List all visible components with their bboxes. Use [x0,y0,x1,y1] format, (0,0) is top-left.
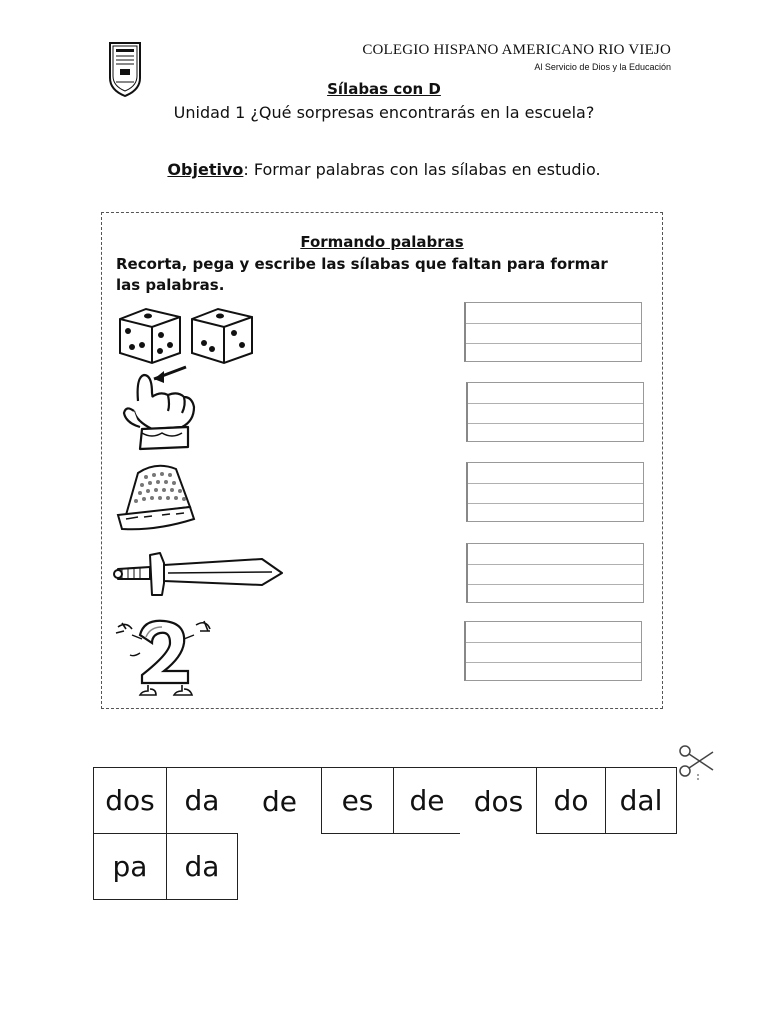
school-name: COLEGIO HISPANO AMERICANO RIO VIEJO [362,42,671,58]
syllable-card[interactable]: dal [605,767,677,834]
writing-line [466,343,641,344]
number-two-icon [112,617,216,697]
finger-icon [112,363,222,453]
writing-lines[interactable] [466,462,644,522]
writing-line [468,584,643,585]
syllable-card[interactable]: dos [460,767,537,834]
school-motto: Al Servicio de Dios y la Educación [534,62,671,72]
syllable-card[interactable]: de [393,767,461,834]
writing-lines[interactable] [464,302,642,362]
syllable-card[interactable]: do [536,767,606,834]
writing-lines[interactable] [466,543,644,603]
syllable-card[interactable]: de [237,767,322,834]
writing-line [466,662,641,663]
activity-title: Formando palabras [300,233,464,251]
syllable-card[interactable]: es [321,767,394,834]
writing-line [468,483,643,484]
writing-line [468,423,643,424]
syllable-card[interactable]: dos [93,767,167,834]
unit-subtitle: Unidad 1 ¿Qué sorpresas encontrarás en la escuela? [173,103,595,122]
worksheet-title: Sílabas con D [327,80,441,98]
objective-label: Objetivo [167,160,244,179]
scissors-icon [676,744,716,782]
objective-line [0,160,768,179]
dice-icon [112,305,262,365]
writing-line [466,642,641,643]
writing-line [468,403,643,404]
activity-box [101,212,663,709]
writing-lines[interactable] [464,621,642,681]
objective-text: : Formar palabras con las sílabas en estudio. [243,160,601,179]
syllable-card[interactable]: pa [93,833,167,900]
writing-line [468,503,643,504]
syllable-card[interactable]: da [166,767,238,834]
activity-instructions: Recorta, pega y escribe las sílabas que faltan para formar las palabras. [116,255,608,294]
writing-line [468,564,643,565]
thimble-icon [112,459,202,535]
writing-line [466,323,641,324]
sword-icon [112,541,284,607]
syllable-card[interactable]: da [166,833,238,900]
writing-lines[interactable] [466,382,644,442]
